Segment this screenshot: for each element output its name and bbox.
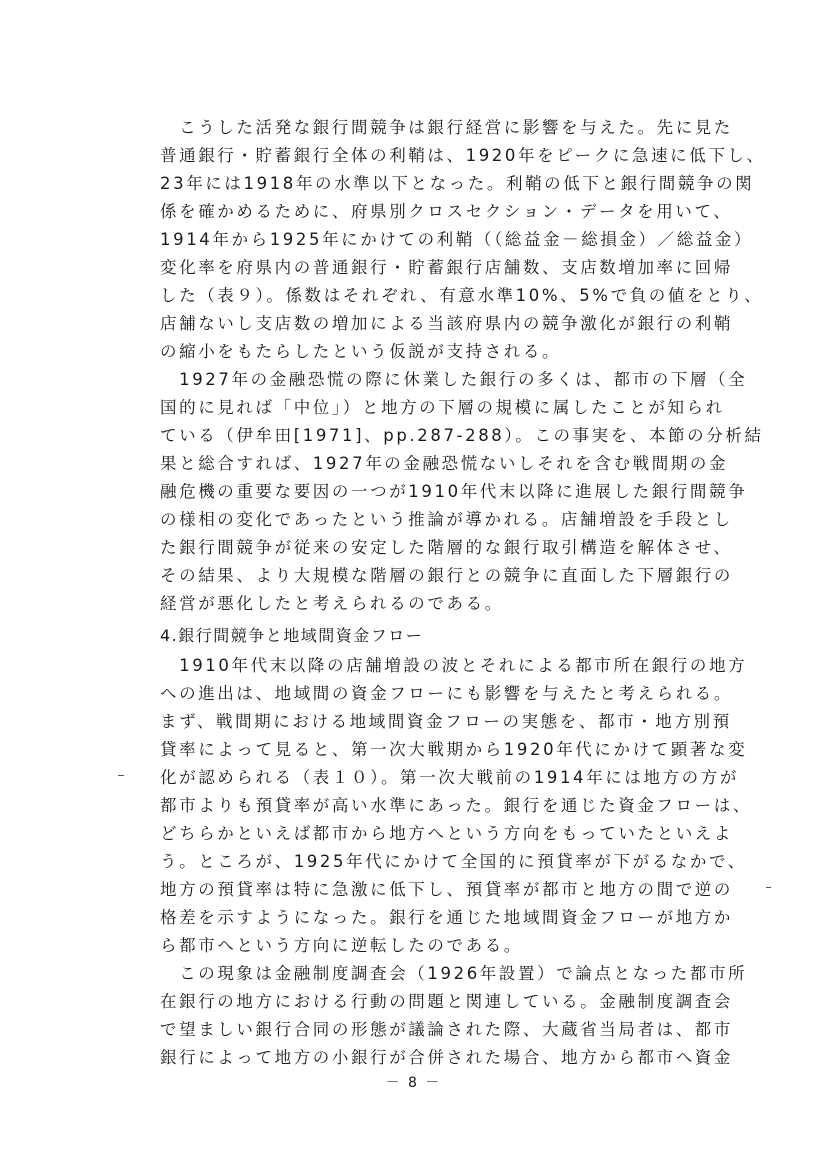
paragraph-2-line: ている（伊牟田[1971]、pp.287-288）。この事実を、本節の分析結	[160, 426, 764, 445]
paragraph-2-line: 国的に見れば「中位」）と地方の下層の規模に属したことが知られ	[160, 398, 725, 417]
paragraph-3-line: 格差を示すようになった。銀行を通じた地域間資金フローが地方か	[160, 908, 733, 927]
paragraph-2-line: た銀行間競争が従来の安定した階層的な銀行取引構造を解体させ、	[160, 538, 733, 557]
paragraph-1-line: 23年には1918年の水準以下となった。利鞘の低下と銀行間競争の関	[160, 174, 755, 193]
paragraph-4-line: 銀行によって地方の小銀行が合併された場合、地方から都市へ資金	[160, 1048, 733, 1067]
scan-speck	[118, 775, 124, 776]
paragraph-3-line: 都市よりも預貸率が高い水準にあった。銀行を通じた資金フローは、	[160, 796, 752, 815]
section-heading: 4.銀行間競争と地域間資金フロー	[160, 626, 424, 645]
paragraph-1-line: した（表９）。係数はそれぞれ、有意水準10%、5%で負の値をとり、	[160, 286, 764, 305]
paragraph-1-line: 変化率を府県内の普通銀行・貯蓄銀行店舗数、支店数増加率に回帰	[160, 258, 733, 277]
paragraph-1-line: 普通銀行・貯蓄銀行全体の利鞘は、1920年をピークに急速に低下し、	[160, 146, 766, 165]
paragraph-2-line: その結果、より大規模な階層の銀行との競争に直面した下層銀行の	[160, 566, 733, 585]
paragraph-4-line: で望ましい銀行合同の形態が議論された際、大蔵省当局者は、都市	[160, 1020, 733, 1039]
paragraph-2-line: の様相の変化であったという推論が導かれる。店舗増設を手段とし	[160, 510, 733, 529]
paragraph-2-line: 融危機の重要な要因の一つが1910年代末以降に進展した銀行間競争	[160, 482, 748, 501]
paragraph-3-line: 化が認められる（表１０）。第一次大戦前の1914年には地方の方が	[160, 768, 739, 787]
paragraph-2-line: 果と総合すれば、1927年の金融恐慌ないしそれを含む戦間期の金	[160, 454, 729, 473]
paragraph-3-line: 1910年代末以降の店舗増設の波とそれによる都市所在銀行の地方	[160, 656, 748, 675]
scan-speck	[766, 887, 771, 888]
paragraph-1-line: 店舗ないし支店数の増加による当該府県内の競争激化が銀行の利鞘	[160, 314, 733, 333]
paragraph-1-line: こうした活発な銀行間競争は銀行経営に影響を与えた。先に見た	[160, 118, 733, 137]
paragraph-1-line: 係を確かめるために、府県別クロスセクション・データを用いて、	[160, 202, 733, 221]
paragraph-3-line: への進出は、地域間の資金フローにも影響を与えたと考えられる。	[160, 684, 733, 703]
paragraph-3-line: ら都市へという方向に逆転したのである。	[160, 936, 523, 955]
paragraph-3-line: う。ところが、1925年代にかけて全国的に預貸率が下がるなかで、	[160, 852, 747, 871]
paragraph-4-line: 在銀行の地方における行動の問題と関連している。金融制度調査会	[160, 992, 733, 1011]
paragraph-1-line: 1914年から1925年にかけての利鞘（（総益金－総損金）／総益金）	[160, 230, 754, 249]
page-number: － 8 －	[385, 1075, 442, 1091]
paragraph-2-line: 1927年の金融恐慌の際に休業した銀行の多くは、都市の下層（全	[160, 370, 748, 389]
paragraph-3-line: どちらかといえば都市から地方へという方向をもっていたといえよ	[160, 824, 733, 843]
paragraph-1-line: の縮小をもたらしたという仮説が支持される。	[160, 342, 562, 361]
paragraph-2-line: 経営が悪化したと考えられるのである。	[160, 594, 504, 613]
paragraph-3-line: 貸率によって見ると、第一次大戦期から1920年代にかけて顕著な変	[160, 740, 748, 759]
paragraph-3-line: 地方の預貸率は特に急激に低下し、預貸率が都市と地方の間で逆の	[160, 880, 733, 899]
paragraph-4-line: この現象は金融制度調査会（1926年設置）で論点となった都市所	[160, 964, 748, 983]
paragraph-3-line: まず、戦間期における地域間資金フローの実態を、都市・地方別預	[160, 712, 732, 731]
